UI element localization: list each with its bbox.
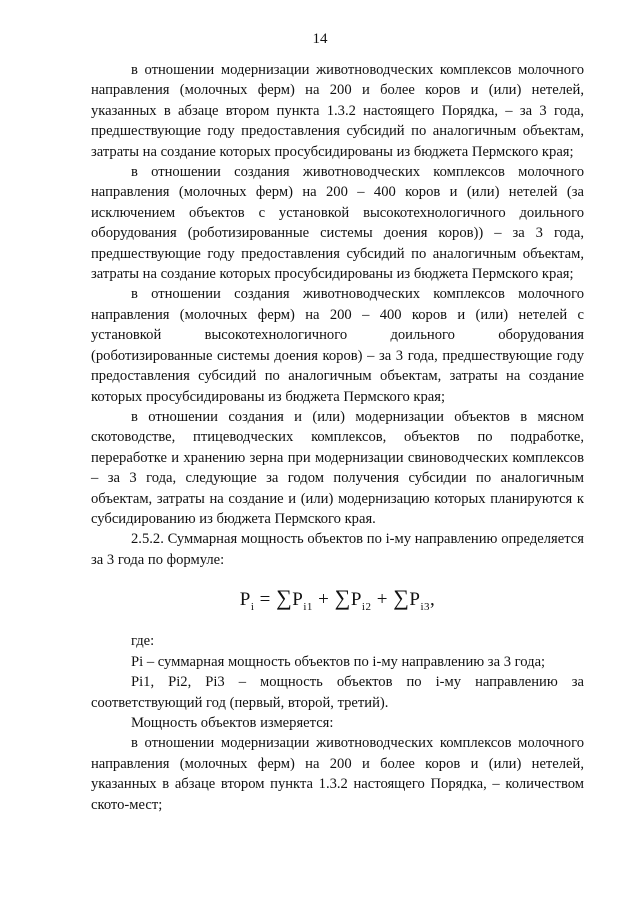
sum-symbol: ∑: [393, 585, 410, 611]
capacity-formula: [91, 585, 584, 617]
paragraph-where: где:: [131, 633, 155, 650]
definition-pi: Pi – суммарная мощность объектов по i-му направлению за 3 года;: [131, 653, 546, 670]
paragraph-2-5-2: 2.5.2. Суммарная мощность объектов по i-му направлению определяется за 3 года по формуле:: [91, 531, 584, 568]
paragraph-meat-poultry-grain: в отношении создания и (или) модернизации объектов в мясном скотоводстве, птицеводческих комплексов, объектов по подработке, переработке и хранению зерна при модернизации свиноводческих комплексов – за 3 года, следующие за годом получения субсидии по аналогичным объектам, затраты на создание и (или) модернизацию которых планируются к субсидированию из бюджета Пермского края.: [91, 408, 584, 527]
formula-term-2: $P_{i2}$: [350, 589, 372, 613]
paragraph-dairy-creation-robotic: в отношении создания животноводческих комплексов молочного направления (молочных ферм) на 200 – 400 коров и (или) нетелей с установкой высокотехнологичного доильного оборудования (роботизированные системы доения коров) – за 3 года, предшествующие году предоставления субсидий по аналогичным объектам, затраты на создание которых просубсидированы из бюджета Пермского края;: [91, 286, 584, 405]
document-body: [91, 60, 584, 815]
formula-plus: +: [318, 589, 330, 611]
paragraph-dairy-creation: в отношении создания животноводческих комплексов молочного направления (молочных ферм) на 200 – 400 коров и (или) нетелей (за исключением объектов с установкой высокотехнологичного доильного оборудования (роботизированные системы доения коров)) – за 3 года, предшествующие году предоставления субсидий по аналогичным объектам, затраты на создание которых просубсидированы из бюджета Пермского края;: [91, 164, 584, 283]
formula-plus: +: [376, 589, 388, 611]
sum-symbol: ∑: [334, 585, 351, 611]
formula-equals: =: [259, 589, 271, 611]
page-number: 14: [312, 31, 328, 47]
paragraph-dairy-modernization: в отношении модернизации животноводческих комплексов молочного направления (молочных ферм) на 200 и более коров и (или) нетелей, указанных в абзаце втором пункта 1.3.2 настоящего Порядка, – за 3 года, предшествующие году предоставления субсидий по аналогичным объектам, затраты на создание которых просубсидированы из бюджета Пермского края;: [91, 62, 584, 160]
definition-pi1-pi3: Pi1, Pi2, Pi3 – мощность объектов по i-му направлению за соответствующий год (первый, второй, третий).: [91, 674, 584, 711]
formula-term-1: $P_{i1}$: [292, 589, 313, 613]
formula-lhs: $P_i$: [239, 589, 255, 613]
paragraph-dairy-head-places: в отношении модернизации животноводческих комплексов молочного направления (молочных ферм) на 200 и более коров и (или) нетелей, указанных в абзаце втором пункта 1.3.2 настоящего Порядка, – количеством ското-мест;: [91, 735, 584, 813]
sum-symbol: ∑: [276, 585, 293, 611]
paragraph-capacity-measured: Мощность объектов измеряется:: [131, 714, 334, 731]
formula-comma: ,: [430, 589, 436, 611]
formula-term-3: $P_{i3}$: [409, 589, 431, 613]
